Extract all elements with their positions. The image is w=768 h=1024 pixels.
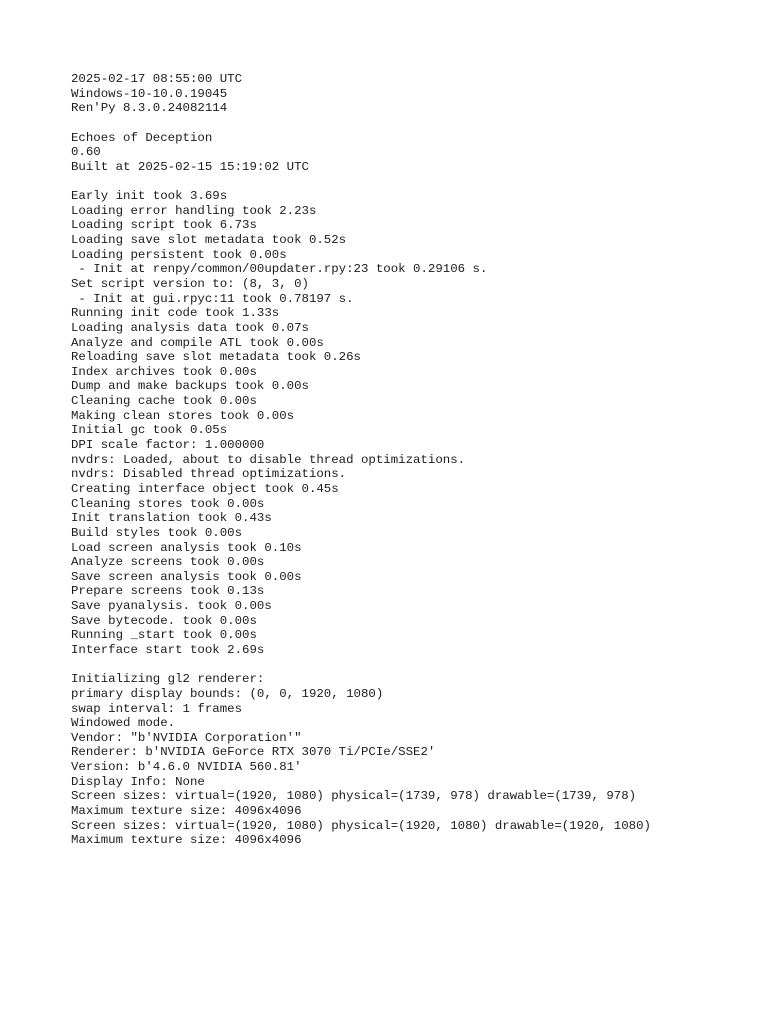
platform-info: Windows-10-10.0.19045 [71,86,228,101]
game-section [71,131,761,175]
renderer-log-line: Display Info: None [71,774,205,789]
init-log-line: Set script version to: (8, 3, 0) [71,276,309,291]
renderer-log-line: Vendor: "b'NVIDIA Corporation'" [71,730,302,745]
init-log-line: Loading persistent took 0.00s [71,247,287,262]
renderer-log-line: Maximum texture size: 4096x4096 [71,804,302,819]
init-log-line: Build styles took 0.00s [71,525,243,540]
init-log-line: DPI scale factor: 1.000000 [71,438,265,453]
game-name: Echoes of Deception [71,130,213,145]
init-log-line: Index archives took 0.00s [71,364,257,379]
init-log-line: Cleaning stores took 0.00s [71,496,265,511]
renderer-log-line: Windowed mode. [71,716,176,731]
init-log-line: Analyze and compile ATL took 0.00s [71,335,324,350]
init-log-line: Prepare screens took 0.13s [71,584,265,599]
renderer-log-line: Maximum texture size: 4096x4096 [71,833,302,848]
header-section [71,72,761,116]
renderer-log-line: swap interval: 1 frames [71,701,243,716]
init-log-line: Dump and make backups took 0.00s [71,379,309,394]
build-timestamp: Built at 2025-02-15 15:19:02 UTC [71,159,309,174]
init-log-line: Early init took 3.69s [71,189,228,204]
init-log-line: Loading analysis data took 0.07s [71,320,309,335]
init-log-line: - Init at gui.rpyc:11 took 0.78197 s. [71,291,354,306]
init-log-line: Reloading save slot metadata took 0.26s [71,350,361,365]
init-log-line: Loading script took 6.73s [71,218,257,233]
init-log-line: Running _start took 0.00s [71,628,257,643]
renderer-log-line: primary display bounds: (0, 0, 1920, 1080) [71,686,384,701]
engine-version: Ren'Py 8.3.0.24082114 [71,101,228,116]
init-log-line: Making clean stores took 0.00s [71,408,295,423]
init-log-line: Interface start took 2.69s [71,642,265,657]
init-log-line: Running init code took 1.33s [71,306,280,321]
renderer-log-line: Screen sizes: virtual=(1920, 1080) physical=(1920, 1080) drawable=(1920, 1080) [71,818,651,833]
init-log-line: Analyze screens took 0.00s [71,555,265,570]
init-log-line: - Init at renpy/common/00updater.rpy:23 took 0.29106 s. [71,262,488,277]
renderer-log-line: Screen sizes: virtual=(1920, 1080) physical=(1739, 978) drawable=(1739, 978) [71,789,637,804]
init-log-line: Creating interface object took 0.45s [71,481,339,496]
init-log-line: Save bytecode. took 0.00s [71,613,257,628]
init-log-line: Loading error handling took 2.23s [71,203,317,218]
init-log-section [71,189,761,658]
init-log-line: nvdrs: Disabled thread optimizations. [71,467,347,482]
init-log-line: Initial gc took 0.05s [71,423,228,438]
renderer-log-section [71,672,761,848]
init-log-line: Cleaning cache took 0.00s [71,394,257,409]
init-log-line: Loading save slot metadata took 0.52s [71,233,347,248]
renderer-log-line: Renderer: b'NVIDIA GeForce RTX 3070 Ti/PCIe/SSE2' [71,745,436,760]
init-log-line: nvdrs: Loaded, about to disable thread optimizations. [71,452,466,467]
renderer-log-line: Initializing gl2 renderer: [71,672,265,687]
init-log-line: Save screen analysis took 0.00s [71,569,302,584]
log-document [71,72,761,863]
init-log-line: Init translation took 0.43s [71,511,272,526]
log-timestamp: 2025-02-17 08:55:00 UTC [71,72,243,86]
renderer-log-line: Version: b'4.6.0 NVIDIA 560.81' [71,760,302,775]
init-log-line: Save pyanalysis. took 0.00s [71,599,272,614]
game-version: 0.60 [71,145,101,160]
init-log-line: Load screen analysis took 0.10s [71,540,302,555]
